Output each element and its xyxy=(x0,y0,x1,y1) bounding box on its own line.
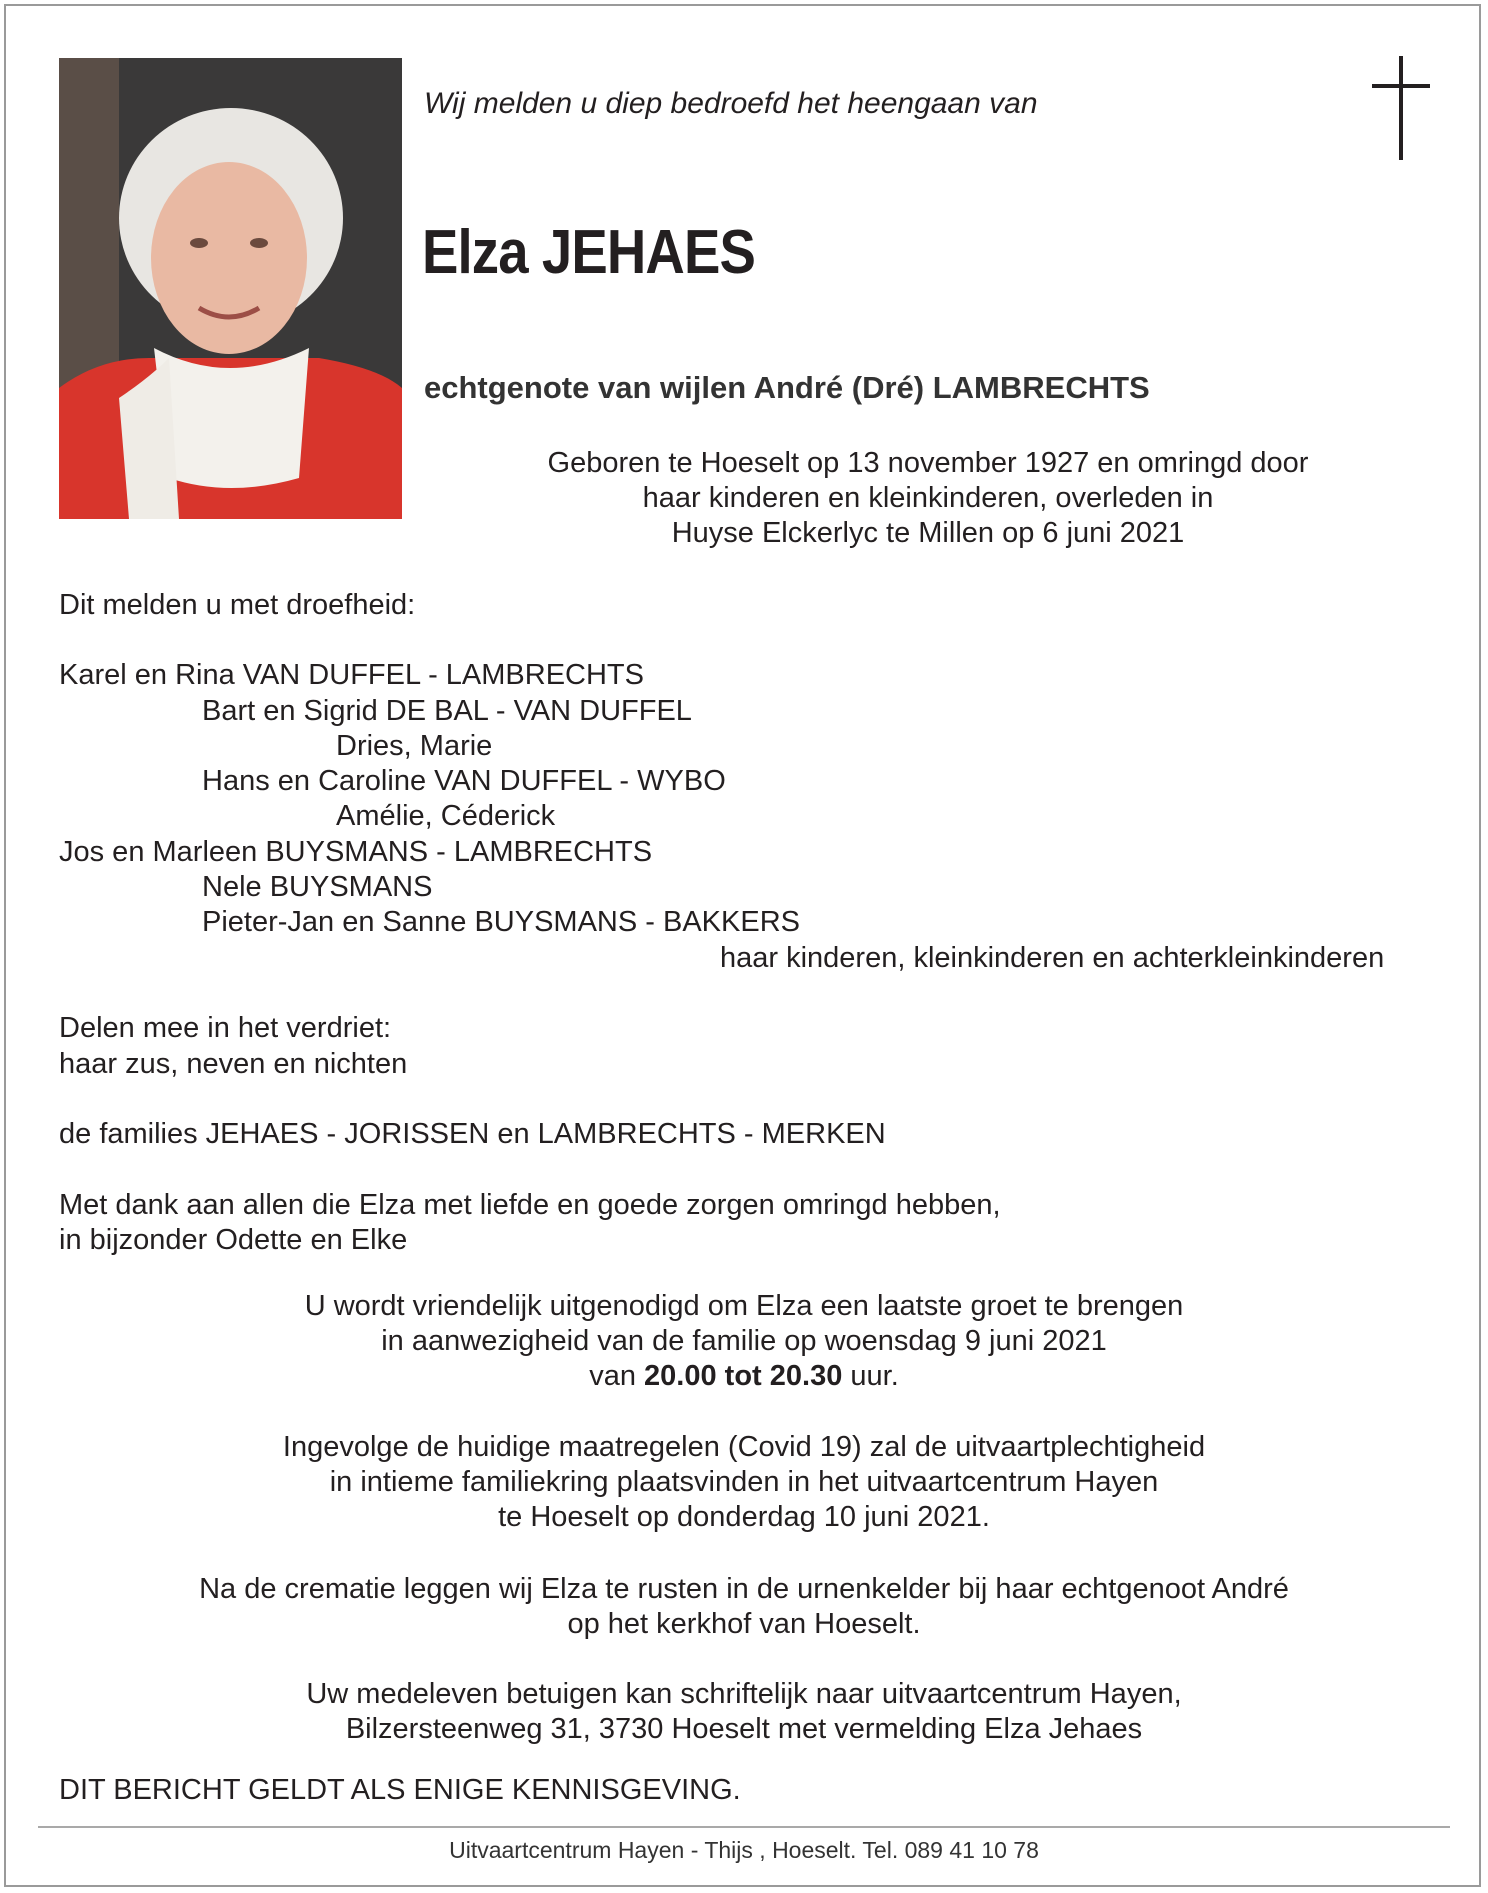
invitation xyxy=(144,1289,1344,1394)
family-member: Jos en Marleen BUYSMANS - LAMBRECHTS xyxy=(59,836,653,868)
text-line: Ingevolge de huidige maatregelen (Covid 19) zal de uitvaartplechtigheid xyxy=(282,1431,1206,1463)
family-member: Hans en Caroline VAN DUFFEL - WYBO xyxy=(202,765,726,797)
intro-text: Wij melden u diep bedroefd het heengaan van xyxy=(424,87,1038,120)
text-line: op het kerkhof van Hoeselt. xyxy=(567,1608,921,1640)
family-member: Dries, Marie xyxy=(336,730,493,762)
birth-death-info xyxy=(513,446,1343,551)
condolence-info xyxy=(144,1677,1344,1747)
burial-info xyxy=(144,1572,1344,1642)
spouse-line: echtgenote van wijlen André (Dré) LAMBRECHTS xyxy=(424,370,1150,405)
text-line: in intieme familiekring plaatsvinden in het uitvaartcentrum Hayen xyxy=(329,1466,1159,1498)
family-member: Pieter-Jan en Sanne BUYSMANS - BAKKERS xyxy=(202,906,800,938)
official-notice: DIT BERICHT GELDT ALS ENIGE KENNISGEVING. xyxy=(59,1774,741,1806)
families-line: de families JEHAES - JORISSEN en LAMBRECHTS - MERKEN xyxy=(59,1118,886,1150)
cross-icon xyxy=(1372,56,1432,160)
thanks-line: in bijzonder Odette en Elke xyxy=(59,1224,408,1256)
text-line: Huyse Elckerlyc te Millen op 6 juni 2021 xyxy=(671,517,1185,549)
family-member: Karel en Rina VAN DUFFEL - LAMBRECHTS xyxy=(59,659,644,691)
family-summary: haar kinderen, kleinkinderen en achterkleinkinderen xyxy=(720,942,1385,974)
thanks-line: Met dank aan allen die Elza met liefde en goede zorgen omringd hebben, xyxy=(59,1189,1001,1221)
ceremony-info xyxy=(144,1430,1344,1535)
text-line: Geboren te Hoeselt op 13 november 1927 en omringd door xyxy=(547,447,1309,479)
share-line: haar zus, neven en nichten xyxy=(59,1048,408,1080)
text-line: Uw medeleven betuigen kan schriftelijk naar uitvaartcentrum Hayen, xyxy=(306,1678,1182,1710)
text-line: Bilzersteenweg 31, 3730 Hoeselt met vermelding Elza Jehaes xyxy=(345,1713,1143,1745)
text-line: haar kinderen en kleinkinderen, overleden in xyxy=(642,482,1214,514)
text-line: in aanwezigheid van de familie op woensdag 9 juni 2021 xyxy=(381,1325,1107,1357)
family-member: Nele BUYSMANS xyxy=(202,871,433,903)
visiting-time: 20.00 tot 20.30 xyxy=(644,1360,843,1392)
text-line: Na de crematie leggen wij Elza te rusten in de urnenkelder bij haar echtgenoot André xyxy=(199,1573,1289,1605)
mourning-intro: Dit melden u met droefheid: xyxy=(59,589,416,621)
portrait-photo xyxy=(59,58,402,519)
footer-divider xyxy=(38,1826,1450,1828)
family-member: Bart en Sigrid DE BAL - VAN DUFFEL xyxy=(202,695,692,727)
text-line: U wordt vriendelijk uitgenodigd om Elza een laatste groet te brengen xyxy=(304,1290,1184,1322)
footer-contact: Uitvaartcentrum Hayen - Thijs , Hoeselt. Tel. 089 41 10 78 xyxy=(449,1837,1039,1863)
visiting-hours: van 20.00 tot 20.30 uur. xyxy=(589,1360,899,1392)
family-member: Amélie, Céderick xyxy=(336,800,556,832)
share-heading: Delen mee in het verdriet: xyxy=(59,1012,392,1044)
deceased-name: Elza JEHAES xyxy=(422,218,755,287)
text-line: te Hoeselt op donderdag 10 juni 2021. xyxy=(498,1501,990,1533)
